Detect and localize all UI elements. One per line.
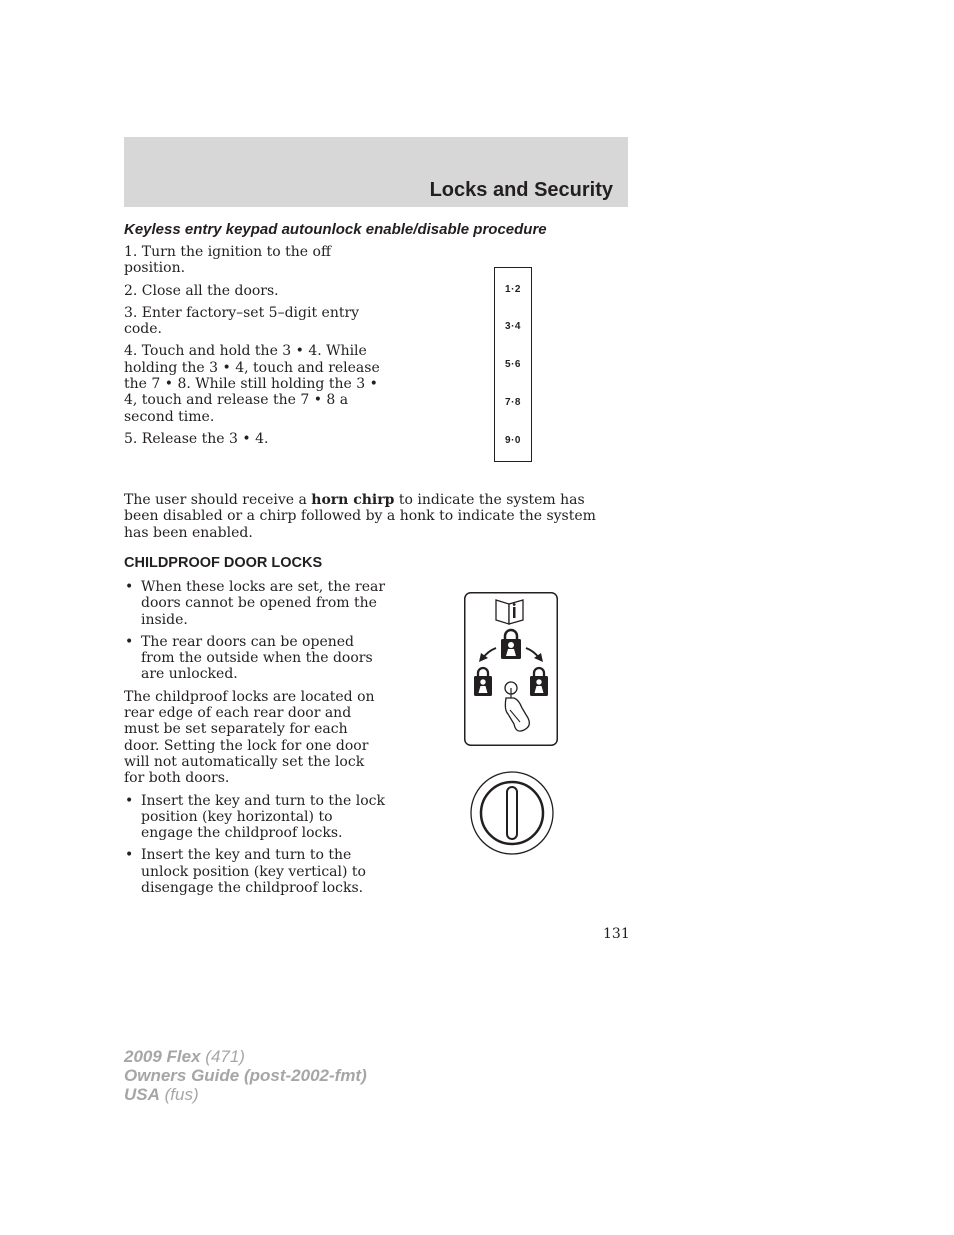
childproof-location-paragraph: The childproof locks are located on rear edge of each rear door and must be set separately for each door. Setting the lock for one door will not automatically set the lock for both doors. [124,688,375,787]
horn-text-before: The user should receive a [124,492,312,508]
keypad-key-7-8: 7·8 [505,397,521,408]
horn-chirp-emphasis: horn chirp [311,492,395,508]
step-2: 2. Close all the doors. [124,282,279,299]
keyless-steps [124,244,386,453]
keypad-key-1-2: 1·2 [505,284,521,295]
childproof-lock-label-icon [464,592,558,746]
bullet-text: When these locks are set, the rear doors cannot be opened from the inside. [141,579,386,628]
bullet-dot: • [125,579,134,595]
section-title: Locks and Security [429,179,613,201]
footer-market-code: (fus) [159,1085,199,1104]
list-item [124,634,386,683]
footer-line-3 [124,1085,367,1104]
keypad-key-9-0: 9·0 [505,435,521,446]
list-item [124,579,386,628]
list-item [124,793,386,842]
bullet-text: The rear doors can be opened from the outside when the doors are unlocked. [141,633,373,683]
footer-model-code: (471) [200,1047,245,1066]
bullet-dot: • [125,633,134,650]
keypad-key-5-6: 5·6 [505,359,521,370]
horn-chirp-paragraph [124,492,619,541]
footer-model: 2009 Flex [124,1047,201,1066]
bullet-dot: • [125,792,134,809]
step-3: 3. Enter factory–set 5–digit entry code. [124,304,360,338]
section-header-band [124,137,628,207]
step-5: 5. Release the 3 • 4. [124,430,269,447]
bullet-dot: • [125,847,134,864]
page-number: 131 [603,926,630,942]
childproof-heading: CHILDPROOF DOOR LOCKS [124,555,323,571]
manual-info-icon [496,600,523,624]
horn-text-after: to indicate the system has been disabled or a chirp followed by a honk to indicate the system has been enabled. [124,492,596,541]
footer-line-2: Owners Guide (post-2002-fmt) [124,1066,367,1085]
document-footer [124,1047,367,1104]
childproof-content [124,579,386,902]
keyless-autounlock-heading: Keyless entry keypad autounlock enable/disable procedure [124,221,547,238]
footer-line-1 [124,1047,367,1066]
step-1: 1. Turn the ignition to the off position. [124,244,331,277]
key-cylinder-icon [470,771,554,855]
bullet-text: Insert the key and turn to the lock position (key horizontal) to engage the childproof locks. [141,792,385,842]
bullet-text: Insert the key and turn to the unlock position (key vertical) to disengage the childproof locks. [141,847,366,897]
list-item [124,847,386,896]
step-4: 4. Touch and hold the 3 • 4. While holding the 3 • 4, touch and release the 7 • 8. While still holding the 3 • 4, touch and release the 7 • 8 a second time. [124,343,380,425]
keypad-key-3-4: 3·4 [505,321,521,332]
keypad-illustration [494,267,532,462]
footer-market: USA [124,1085,160,1104]
